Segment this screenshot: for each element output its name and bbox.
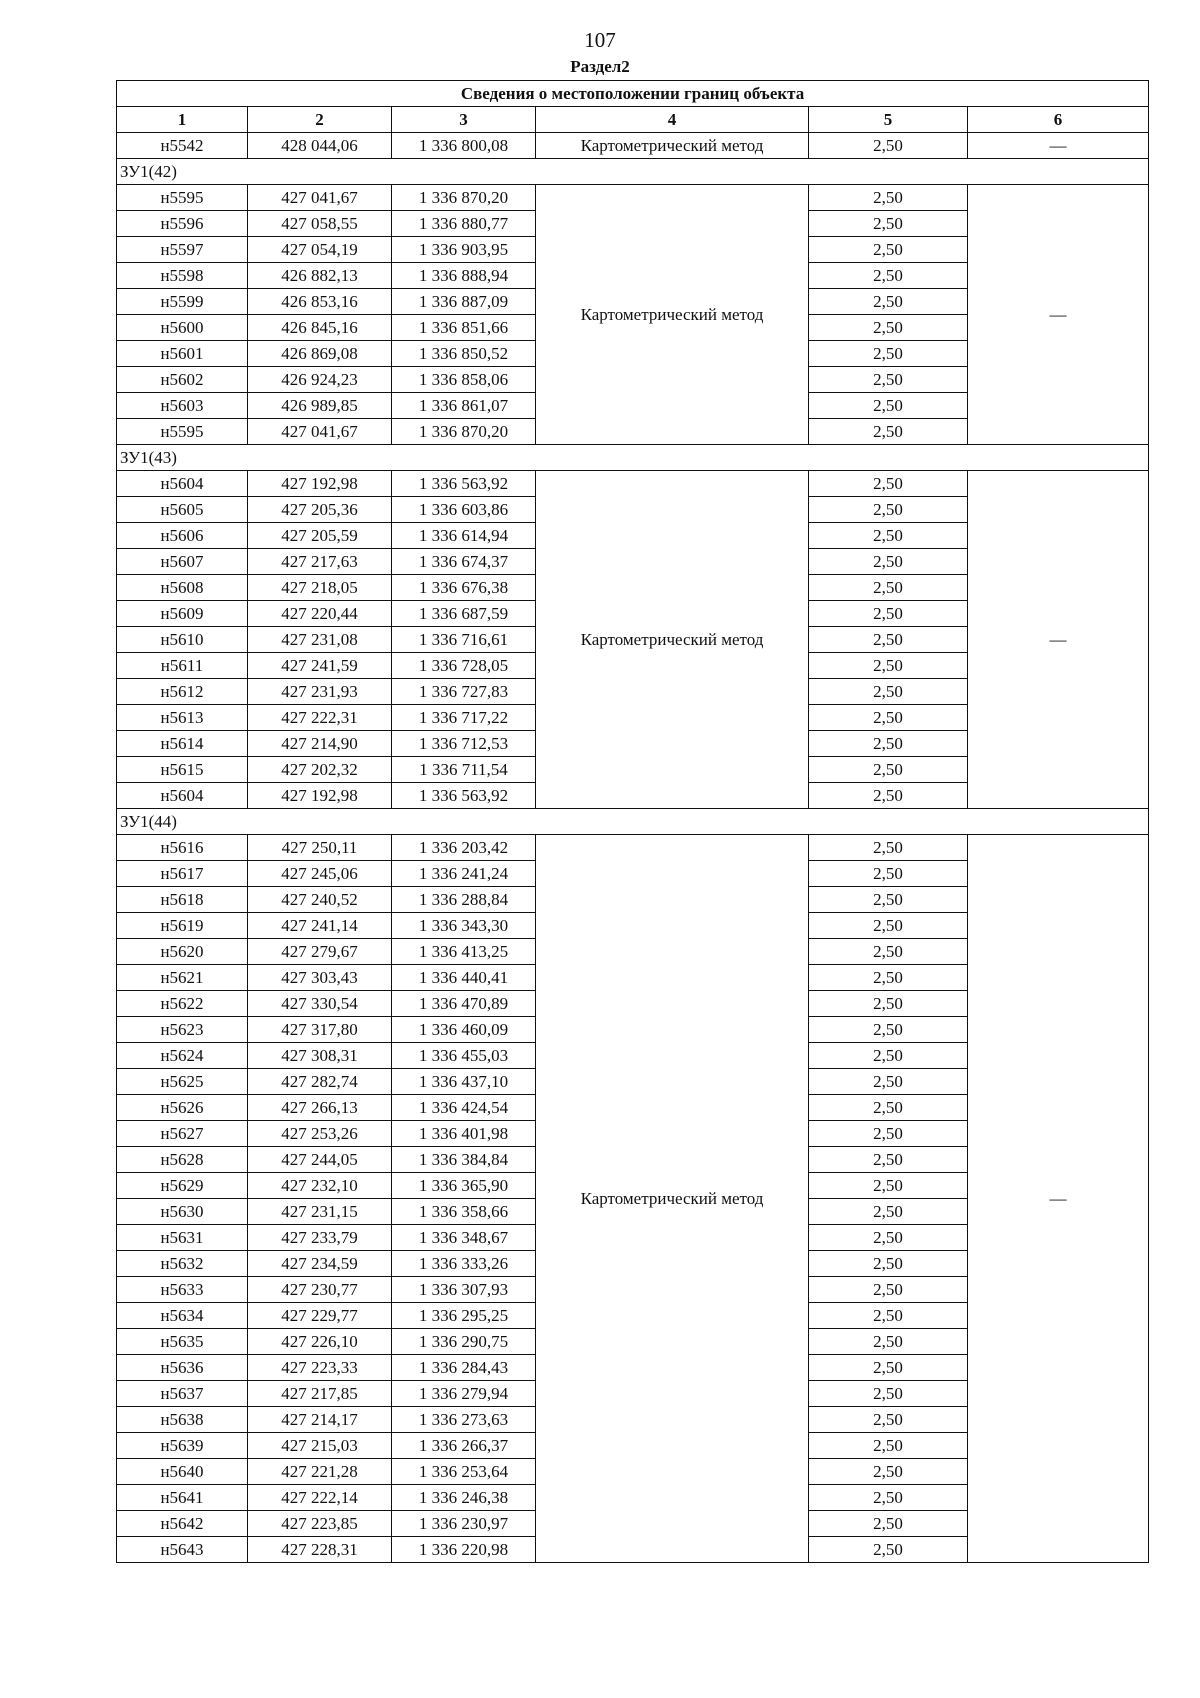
point-name: н5641	[117, 1485, 248, 1511]
point-name: н5595	[117, 185, 248, 211]
coord-y: 1 336 290,75	[392, 1329, 536, 1355]
coord-x: 427 330,54	[248, 991, 392, 1017]
coord-y: 1 336 800,08	[392, 133, 536, 159]
point-name: н5635	[117, 1329, 248, 1355]
point-name: н5542	[117, 133, 248, 159]
precision-value: 2,50	[809, 861, 968, 887]
method-cell: Картометрический метод	[536, 835, 809, 1563]
point-name: н5613	[117, 705, 248, 731]
column-header-2: 2	[248, 107, 392, 133]
coord-x: 427 205,59	[248, 523, 392, 549]
coord-x: 426 989,85	[248, 393, 392, 419]
coord-x: 427 244,05	[248, 1147, 392, 1173]
point-name: н5623	[117, 1017, 248, 1043]
precision-value: 2,50	[809, 1459, 968, 1485]
table-body	[117, 81, 1149, 1563]
point-name: н5603	[117, 393, 248, 419]
coord-x: 427 202,32	[248, 757, 392, 783]
coord-y: 1 336 348,67	[392, 1225, 536, 1251]
precision-value: 2,50	[809, 1381, 968, 1407]
coord-y: 1 336 437,10	[392, 1069, 536, 1095]
point-name: н5630	[117, 1199, 248, 1225]
precision-value: 2,50	[809, 315, 968, 341]
point-name: н5624	[117, 1043, 248, 1069]
point-name: н5628	[117, 1147, 248, 1173]
coord-x: 427 054,19	[248, 237, 392, 263]
precision-value: 2,50	[809, 1121, 968, 1147]
coord-x: 427 253,26	[248, 1121, 392, 1147]
coord-x: 427 240,52	[248, 887, 392, 913]
precision-value: 2,50	[809, 1277, 968, 1303]
precision-value: 2,50	[809, 133, 968, 159]
column-header-4: 4	[536, 107, 809, 133]
coord-y: 1 336 728,05	[392, 653, 536, 679]
coord-x: 427 222,14	[248, 1485, 392, 1511]
coord-y: 1 336 716,61	[392, 627, 536, 653]
precision-value: 2,50	[809, 1043, 968, 1069]
point-name: н5609	[117, 601, 248, 627]
coord-y: 1 336 870,20	[392, 419, 536, 445]
coord-y: 1 336 241,24	[392, 861, 536, 887]
coord-y: 1 336 365,90	[392, 1173, 536, 1199]
coord-y: 1 336 203,42	[392, 835, 536, 861]
group-label: ЗУ1(42)	[117, 159, 1149, 185]
coord-x: 427 214,90	[248, 731, 392, 757]
coord-y: 1 336 861,07	[392, 393, 536, 419]
coord-y: 1 336 424,54	[392, 1095, 536, 1121]
precision-value: 2,50	[809, 991, 968, 1017]
point-name: н5614	[117, 731, 248, 757]
table-row	[117, 835, 1149, 861]
precision-value: 2,50	[809, 1537, 968, 1563]
coord-x: 427 308,31	[248, 1043, 392, 1069]
precision-value: 2,50	[809, 237, 968, 263]
precision-value: 2,50	[809, 341, 968, 367]
point-name: н5604	[117, 783, 248, 809]
precision-value: 2,50	[809, 393, 968, 419]
precision-value: 2,50	[809, 419, 968, 445]
coord-y: 1 336 413,25	[392, 939, 536, 965]
coord-x: 427 217,85	[248, 1381, 392, 1407]
table-header-row	[117, 107, 1149, 133]
point-name: н5638	[117, 1407, 248, 1433]
precision-value: 2,50	[809, 549, 968, 575]
coord-y: 1 336 887,09	[392, 289, 536, 315]
point-name: н5610	[117, 627, 248, 653]
coord-y: 1 336 470,89	[392, 991, 536, 1017]
coord-y: 1 336 614,94	[392, 523, 536, 549]
coord-y: 1 336 727,83	[392, 679, 536, 705]
coord-y: 1 336 307,93	[392, 1277, 536, 1303]
description-cell: —	[968, 835, 1149, 1563]
table-row	[117, 185, 1149, 211]
precision-value: 2,50	[809, 913, 968, 939]
coord-x: 426 882,13	[248, 263, 392, 289]
coord-x: 427 223,85	[248, 1511, 392, 1537]
method-cell: Картометрический метод	[536, 133, 809, 159]
coord-y: 1 336 333,26	[392, 1251, 536, 1277]
point-name: н5615	[117, 757, 248, 783]
point-name: н5625	[117, 1069, 248, 1095]
coord-y: 1 336 266,37	[392, 1433, 536, 1459]
coord-y: 1 336 711,54	[392, 757, 536, 783]
point-name: н5605	[117, 497, 248, 523]
coord-x: 426 845,16	[248, 315, 392, 341]
coord-y: 1 336 676,38	[392, 575, 536, 601]
coord-y: 1 336 288,84	[392, 887, 536, 913]
coord-x: 427 229,77	[248, 1303, 392, 1329]
method-cell: Картометрический метод	[536, 471, 809, 809]
coord-x: 427 192,98	[248, 783, 392, 809]
point-name: н5596	[117, 211, 248, 237]
precision-value: 2,50	[809, 1069, 968, 1095]
coord-y: 1 336 284,43	[392, 1355, 536, 1381]
point-name: н5620	[117, 939, 248, 965]
coord-x: 427 221,28	[248, 1459, 392, 1485]
precision-value: 2,50	[809, 965, 968, 991]
coord-x: 427 205,36	[248, 497, 392, 523]
point-name: н5622	[117, 991, 248, 1017]
coord-x: 427 250,11	[248, 835, 392, 861]
point-name: н5608	[117, 575, 248, 601]
boundary-coordinates-table	[116, 80, 1149, 1563]
table-caption: Сведения о местоположении границ объекта	[117, 81, 1149, 107]
precision-value: 2,50	[809, 887, 968, 913]
precision-value: 2,50	[809, 601, 968, 627]
point-name: н5632	[117, 1251, 248, 1277]
coord-y: 1 336 295,25	[392, 1303, 536, 1329]
section-title: Раздел2	[570, 57, 630, 76]
point-name: н5600	[117, 315, 248, 341]
point-name: н5601	[117, 341, 248, 367]
point-name: н5642	[117, 1511, 248, 1537]
page-number: 107	[584, 28, 616, 52]
precision-value: 2,50	[809, 367, 968, 393]
coord-y: 1 336 858,06	[392, 367, 536, 393]
table-caption-row	[117, 81, 1149, 107]
coord-y: 1 336 888,94	[392, 263, 536, 289]
precision-value: 2,50	[809, 1225, 968, 1251]
precision-value: 2,50	[809, 1199, 968, 1225]
coord-x: 427 230,77	[248, 1277, 392, 1303]
point-name: н5640	[117, 1459, 248, 1485]
precision-value: 2,50	[809, 783, 968, 809]
coord-y: 1 336 903,95	[392, 237, 536, 263]
coord-x: 427 192,98	[248, 471, 392, 497]
precision-value: 2,50	[809, 497, 968, 523]
point-name: н5626	[117, 1095, 248, 1121]
coord-x: 427 226,10	[248, 1329, 392, 1355]
point-name: н5627	[117, 1121, 248, 1147]
coord-y: 1 336 717,22	[392, 705, 536, 731]
coord-x: 427 234,59	[248, 1251, 392, 1277]
precision-value: 2,50	[809, 705, 968, 731]
coord-y: 1 336 401,98	[392, 1121, 536, 1147]
precision-value: 2,50	[809, 1511, 968, 1537]
point-name: н5612	[117, 679, 248, 705]
point-name: н5611	[117, 653, 248, 679]
description-cell: —	[968, 471, 1149, 809]
group-header-row	[117, 159, 1149, 185]
point-name: н5621	[117, 965, 248, 991]
column-header-1: 1	[117, 107, 248, 133]
group-label: ЗУ1(44)	[117, 809, 1149, 835]
coord-y: 1 336 870,20	[392, 185, 536, 211]
point-name: н5607	[117, 549, 248, 575]
coord-x: 427 266,13	[248, 1095, 392, 1121]
coord-y: 1 336 880,77	[392, 211, 536, 237]
coord-x: 427 041,67	[248, 419, 392, 445]
precision-value: 2,50	[809, 627, 968, 653]
description-cell: —	[968, 185, 1149, 445]
precision-value: 2,50	[809, 1303, 968, 1329]
coord-y: 1 336 220,98	[392, 1537, 536, 1563]
coord-y: 1 336 384,84	[392, 1147, 536, 1173]
precision-value: 2,50	[809, 1355, 968, 1381]
point-name: н5643	[117, 1537, 248, 1563]
coord-x: 427 231,08	[248, 627, 392, 653]
coord-x: 428 044,06	[248, 133, 392, 159]
point-name: н5598	[117, 263, 248, 289]
coord-y: 1 336 674,37	[392, 549, 536, 575]
coord-x: 427 231,93	[248, 679, 392, 705]
point-name: н5634	[117, 1303, 248, 1329]
group-header-row	[117, 445, 1149, 471]
precision-value: 2,50	[809, 835, 968, 861]
coord-x: 427 282,74	[248, 1069, 392, 1095]
coord-y: 1 336 455,03	[392, 1043, 536, 1069]
precision-value: 2,50	[809, 939, 968, 965]
precision-value: 2,50	[809, 1433, 968, 1459]
coord-y: 1 336 563,92	[392, 471, 536, 497]
column-header-5: 5	[809, 107, 968, 133]
precision-value: 2,50	[809, 1147, 968, 1173]
precision-value: 2,50	[809, 653, 968, 679]
coord-x: 427 233,79	[248, 1225, 392, 1251]
precision-value: 2,50	[809, 731, 968, 757]
precision-value: 2,50	[809, 679, 968, 705]
coord-x: 427 214,17	[248, 1407, 392, 1433]
coord-x: 426 869,08	[248, 341, 392, 367]
precision-value: 2,50	[809, 263, 968, 289]
point-name: н5599	[117, 289, 248, 315]
precision-value: 2,50	[809, 1407, 968, 1433]
point-name: н5636	[117, 1355, 248, 1381]
coord-x: 427 232,10	[248, 1173, 392, 1199]
coord-y: 1 336 851,66	[392, 315, 536, 341]
coord-x: 427 228,31	[248, 1537, 392, 1563]
coord-x: 427 231,15	[248, 1199, 392, 1225]
coord-x: 427 223,33	[248, 1355, 392, 1381]
coord-y: 1 336 358,66	[392, 1199, 536, 1225]
coord-x: 427 222,31	[248, 705, 392, 731]
group-header-row	[117, 809, 1149, 835]
coord-x: 427 218,05	[248, 575, 392, 601]
coord-y: 1 336 460,09	[392, 1017, 536, 1043]
precision-value: 2,50	[809, 289, 968, 315]
coord-x: 427 215,03	[248, 1433, 392, 1459]
coord-x: 427 303,43	[248, 965, 392, 991]
coord-y: 1 336 687,59	[392, 601, 536, 627]
table-row	[117, 133, 1149, 159]
point-name: н5629	[117, 1173, 248, 1199]
point-name: н5595	[117, 419, 248, 445]
coord-x: 426 853,16	[248, 289, 392, 315]
precision-value: 2,50	[809, 757, 968, 783]
precision-value: 2,50	[809, 523, 968, 549]
precision-value: 2,50	[809, 185, 968, 211]
coord-y: 1 336 246,38	[392, 1485, 536, 1511]
point-name: н5597	[117, 237, 248, 263]
point-name: н5633	[117, 1277, 248, 1303]
coord-y: 1 336 253,64	[392, 1459, 536, 1485]
precision-value: 2,50	[809, 1173, 968, 1199]
coord-y: 1 336 279,94	[392, 1381, 536, 1407]
precision-value: 2,50	[809, 1329, 968, 1355]
column-header-6: 6	[968, 107, 1149, 133]
coord-y: 1 336 850,52	[392, 341, 536, 367]
coord-x: 427 220,44	[248, 601, 392, 627]
precision-value: 2,50	[809, 471, 968, 497]
point-name: н5631	[117, 1225, 248, 1251]
coord-x: 426 924,23	[248, 367, 392, 393]
method-cell: Картометрический метод	[536, 185, 809, 445]
coord-y: 1 336 603,86	[392, 497, 536, 523]
description-cell: —	[968, 133, 1149, 159]
point-name: н5604	[117, 471, 248, 497]
precision-value: 2,50	[809, 211, 968, 237]
precision-value: 2,50	[809, 1095, 968, 1121]
point-name: н5616	[117, 835, 248, 861]
coord-x: 427 217,63	[248, 549, 392, 575]
point-name: н5618	[117, 887, 248, 913]
point-name: н5606	[117, 523, 248, 549]
precision-value: 2,50	[809, 1017, 968, 1043]
coord-x: 427 317,80	[248, 1017, 392, 1043]
precision-value: 2,50	[809, 575, 968, 601]
coord-y: 1 336 230,97	[392, 1511, 536, 1537]
precision-value: 2,50	[809, 1485, 968, 1511]
coord-x: 427 241,14	[248, 913, 392, 939]
coord-x: 427 245,06	[248, 861, 392, 887]
point-name: н5639	[117, 1433, 248, 1459]
coord-y: 1 336 563,92	[392, 783, 536, 809]
table-row	[117, 471, 1149, 497]
coord-y: 1 336 440,41	[392, 965, 536, 991]
coord-x: 427 041,67	[248, 185, 392, 211]
precision-value: 2,50	[809, 1251, 968, 1277]
coord-x: 427 279,67	[248, 939, 392, 965]
point-name: н5619	[117, 913, 248, 939]
column-header-3: 3	[392, 107, 536, 133]
coord-y: 1 336 273,63	[392, 1407, 536, 1433]
point-name: н5617	[117, 861, 248, 887]
point-name: н5637	[117, 1381, 248, 1407]
group-label: ЗУ1(43)	[117, 445, 1149, 471]
point-name: н5602	[117, 367, 248, 393]
coord-y: 1 336 343,30	[392, 913, 536, 939]
coord-x: 427 241,59	[248, 653, 392, 679]
coord-x: 427 058,55	[248, 211, 392, 237]
coord-y: 1 336 712,53	[392, 731, 536, 757]
